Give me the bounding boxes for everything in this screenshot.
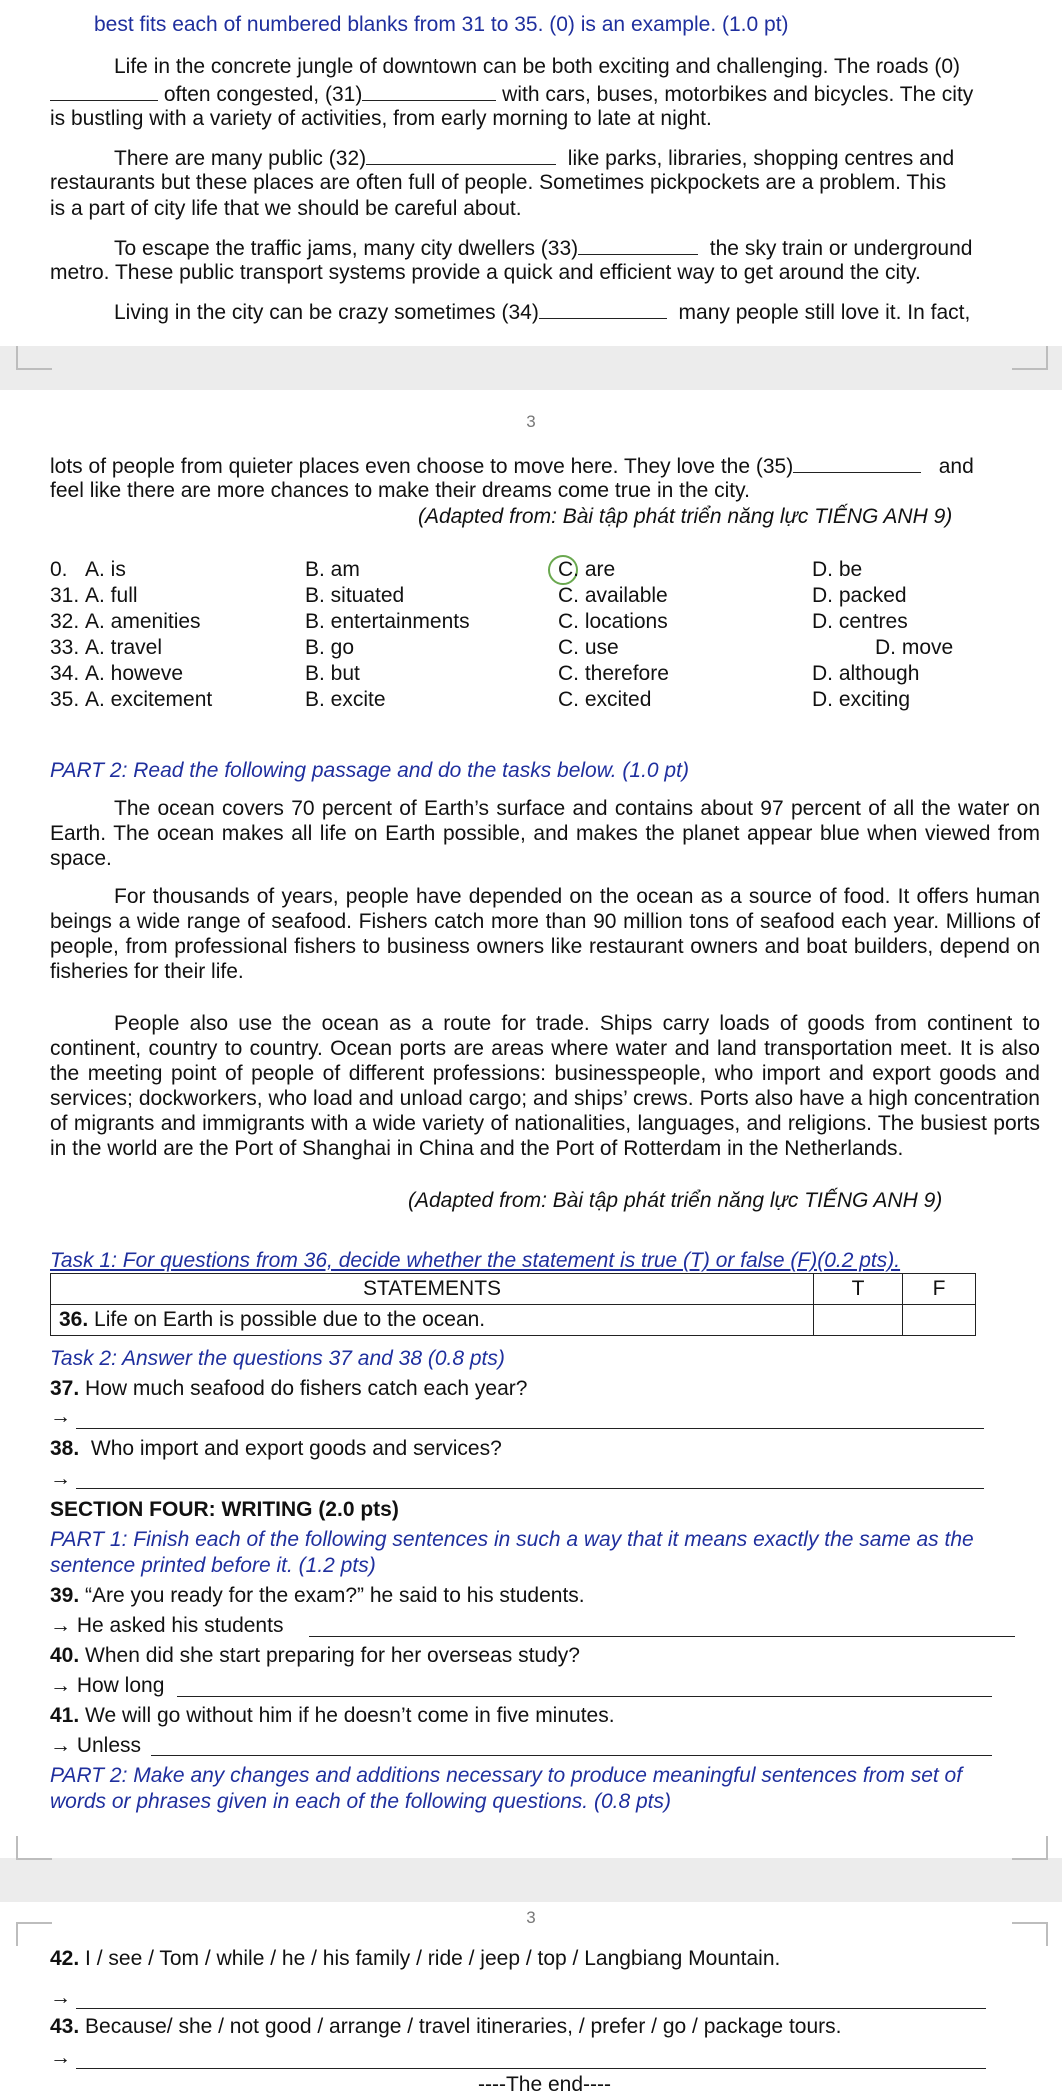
question-38: 38. Who import and export goods and services?: [50, 1437, 502, 1460]
prompt-41: → Unless: [50, 1734, 142, 1757]
answer-line-42[interactable]: [76, 2008, 986, 2009]
page-corner-mark: [1012, 1836, 1048, 1860]
passage-line: often congested, (31) with cars, buses, motorbikes and bicycles. The city: [50, 80, 973, 108]
part1-intro: best fits each of numbered blanks from 31 to 35. (0) is an example. (1.0 pt): [94, 13, 789, 36]
blank-0[interactable]: [50, 80, 158, 101]
arrow-icon: →: [50, 2046, 71, 2069]
writing-part2-heading: PART 2: Make any changes and additions necessary to produce meaningful sentences from set of: [50, 1764, 963, 1787]
prompt-39: → He asked his students: [50, 1614, 284, 1637]
page-corner-mark: [16, 1922, 52, 1946]
question-40: 40. When did she start preparing for her overseas study?: [50, 1644, 580, 1667]
option-d[interactable]: D. packed: [812, 584, 907, 607]
option-num: 33.: [50, 636, 80, 659]
option-d[interactable]: D. move: [875, 636, 954, 659]
task1-heading: Task 1: For questions from 36, decide whether the statement is true (T) or false (F)(0.2 pts).: [50, 1249, 901, 1272]
passage-line: To escape the traffic jams, many city dwellers (33) the sky train or underground: [114, 234, 972, 262]
question-41: 41. We will go without him if he doesn’t come in five minutes.: [50, 1704, 615, 1727]
page-corner-mark: [16, 1836, 52, 1860]
passage-line: restaurants but these places are often full of people. Sometimes pickpockets are a problem. This: [50, 171, 947, 194]
false-header: F: [903, 1274, 976, 1305]
blank-33[interactable]: [578, 234, 698, 255]
writing-part1-heading: PART 1: Finish each of the following sentences in such a way that it means exactly the same as the: [50, 1528, 974, 1551]
option-num: 32.: [50, 610, 80, 633]
passage-line: Life in the concrete jungle of downtown can be both exciting and challenging. The roads (0): [114, 55, 960, 78]
option-d[interactable]: D. be: [812, 558, 863, 581]
arrow-icon: →: [50, 1986, 71, 2009]
option-num: 35.: [50, 688, 80, 711]
passage-line: metro. These public transport systems provide a quick and efficient way to get around the city.: [50, 261, 921, 284]
statements-header: STATEMENTS: [51, 1274, 814, 1305]
answer-line-39[interactable]: [309, 1636, 1015, 1637]
blank-35[interactable]: [793, 452, 921, 473]
page-gap: [0, 346, 1062, 390]
option-c[interactable]: C. use: [558, 636, 619, 659]
end-marker: ----The end----: [478, 2073, 612, 2096]
writing-part2-heading-cont: words or phrases given in each of the following questions. (0.8 pts): [50, 1790, 672, 1813]
option-b[interactable]: B. excite: [305, 688, 386, 711]
option-a[interactable]: A. full: [85, 584, 138, 607]
arrow-icon: →: [50, 1467, 71, 1490]
option-c[interactable]: C. locations: [558, 610, 668, 633]
option-a[interactable]: A. amenities: [85, 610, 201, 633]
source-note: (Adapted from: Bài tập phát triển năng lực TIẾNG ANH 9): [418, 505, 953, 528]
answer-line-38[interactable]: [76, 1488, 984, 1489]
answer-line-40[interactable]: [177, 1696, 992, 1697]
option-a[interactable]: A. excitement: [85, 688, 213, 711]
arrow-icon: →: [50, 1405, 71, 1428]
question-43: 43. Because/ she / not good / arrange / travel itineraries, / prefer / go / package tours.: [50, 2015, 842, 2038]
page-corner-mark: [1012, 346, 1048, 370]
page-number: 3: [526, 412, 536, 431]
question-37: 37. How much seafood do fishers catch each year?: [50, 1377, 528, 1400]
reading-paragraph-3: People also use the ocean as a route for trade. Ships carry loads of goods from continent to continent, country to country. Ocean ports are areas where water and land transportation meet. It is also the meeting point of people of different professions: businesspeople, who import and export goods and services; dockworkers, who load and unload cargo; and ships’ crews. Ports also have a high concentration of migrants and immigrants with a wide variety of nationalities, languages, and religions. The busiest ports in the world are the Port of Shanghai in China and the Port of Rotterdam in the Netherlands.: [50, 1012, 1040, 1160]
option-num: 0.: [50, 558, 68, 581]
option-num: 34.: [50, 662, 80, 685]
page-corner-mark: [1012, 1922, 1048, 1946]
option-b[interactable]: B. but: [305, 662, 360, 685]
answer-line-43[interactable]: [76, 2068, 986, 2069]
option-d[interactable]: D. exciting: [812, 688, 911, 711]
statements-table: [50, 1273, 976, 1336]
false-cell-36[interactable]: [903, 1305, 976, 1336]
answer-line-37[interactable]: [76, 1428, 984, 1429]
option-num: 31.: [50, 584, 80, 607]
passage-line: is a part of city life that we should be careful about.: [50, 197, 522, 220]
option-c[interactable]: C. are: [558, 558, 616, 581]
part2-heading: PART 2: Read the following passage and do the tasks below. (1.0 pt): [50, 759, 689, 782]
passage-line: There are many public (32) like parks, libraries, shopping centres and: [114, 144, 954, 172]
question-39: 39. “Are you ready for the exam?” he said to his students.: [50, 1584, 585, 1607]
option-a[interactable]: A. travel: [85, 636, 163, 659]
passage-line: is bustling with a variety of activities, from early morning to late at night.: [50, 107, 712, 130]
option-c[interactable]: C. excited: [558, 688, 652, 711]
option-b[interactable]: B. am: [305, 558, 360, 581]
source-note: (Adapted from: Bài tập phát triển năng lực TIẾNG ANH 9): [408, 1189, 943, 1212]
option-d[interactable]: D. although: [812, 662, 920, 685]
option-b[interactable]: B. go: [305, 636, 355, 659]
question-42: 42. I / see / Tom / while / he / his family / ride / jeep / top / Langbiang Mountain.: [50, 1947, 781, 1970]
passage-line: feel like there are more chances to make their dreams come true in the city.: [50, 479, 750, 502]
true-header: T: [814, 1274, 903, 1305]
reading-paragraph-2: For thousands of years, people have depended on the ocean as a source of food. It offers human beings a wide range of seafood. Fishers catch more than 90 million tons of seafood each year. Millions of people, from professional fishers to business owners like restaurant owners and boat builders, depend on fisheries for their life.: [50, 885, 1040, 983]
page-number: 3: [526, 1908, 536, 1927]
blank-32[interactable]: [366, 144, 556, 165]
reading-paragraph-1: The ocean covers 70 percent of Earth’s surface and contains about 97 percent of all the water on Earth. The ocean makes all life on Earth possible, and makes the planet appear blue when viewed from space.: [50, 797, 1040, 870]
option-b[interactable]: B. entertainments: [305, 610, 470, 633]
option-c[interactable]: C. available: [558, 584, 668, 607]
page-gap: [0, 1858, 1062, 1902]
passage-line: lots of people from quieter places even choose to move here. They love the (35) and: [50, 452, 974, 480]
page-corner-mark: [16, 346, 52, 370]
option-b[interactable]: B. situated: [305, 584, 405, 607]
blank-34[interactable]: [539, 298, 667, 319]
option-a[interactable]: A. howeve: [85, 662, 184, 685]
answer-line-41[interactable]: [151, 1755, 992, 1756]
section4-heading: SECTION FOUR: WRITING (2.0 pts): [50, 1498, 399, 1521]
option-a[interactable]: A. is: [85, 558, 126, 581]
true-cell-36[interactable]: [814, 1305, 903, 1336]
writing-part1-heading-cont: sentence printed before it. (1.2 pts): [50, 1554, 376, 1577]
option-d[interactable]: D. centres: [812, 610, 908, 633]
task2-heading: Task 2: Answer the questions 37 and 38 (0.8 pts): [50, 1347, 505, 1370]
passage-line: Living in the city can be crazy sometimes (34) many people still love it. In fact,: [114, 298, 970, 326]
option-c[interactable]: C. therefore: [558, 662, 669, 685]
blank-31[interactable]: [362, 80, 496, 101]
statement-36: 36. Life on Earth is possible due to the ocean.: [51, 1305, 814, 1336]
prompt-40: → How long: [50, 1674, 165, 1697]
